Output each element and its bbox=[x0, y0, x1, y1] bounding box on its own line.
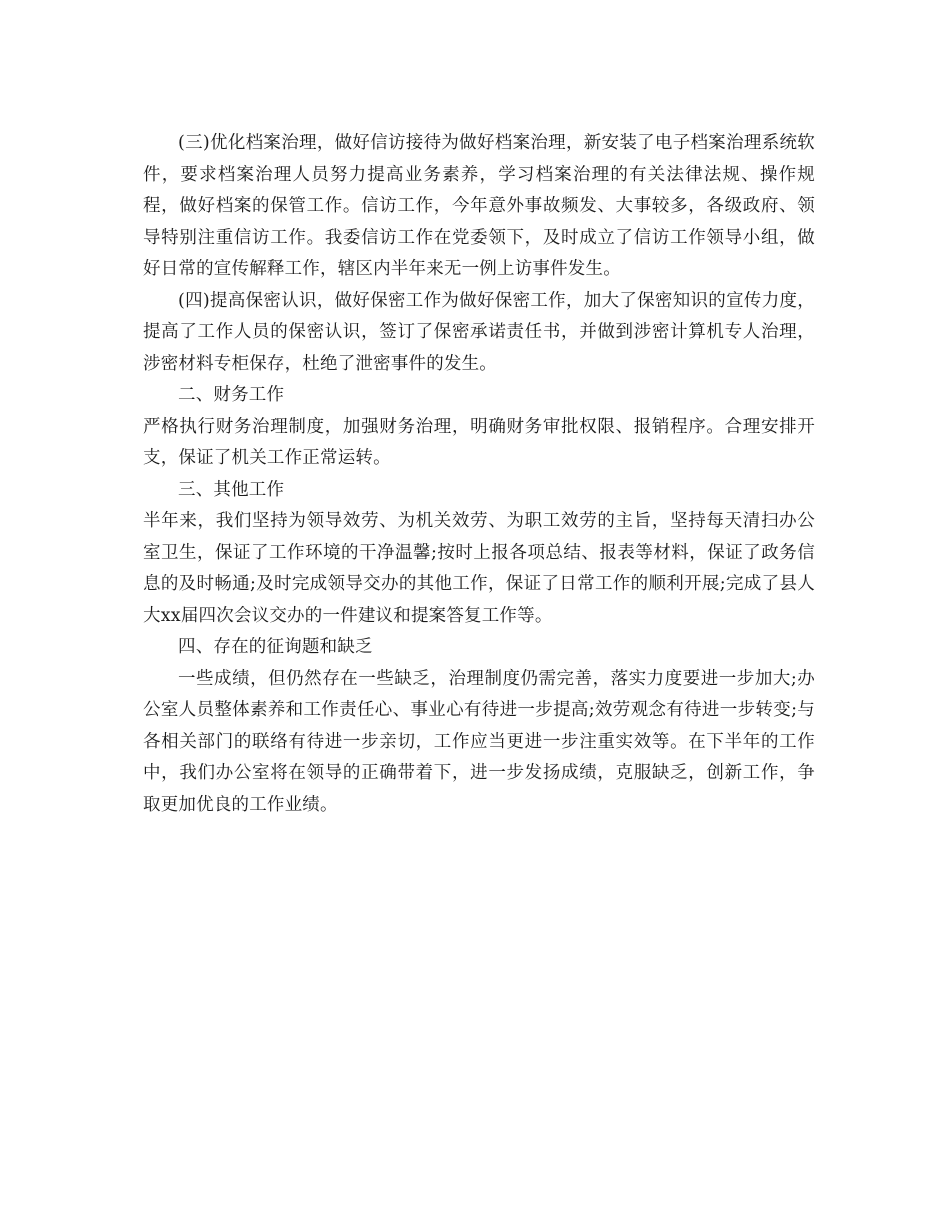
paragraph-archives-petition: (三)优化档案治理，做好信访接待为做好档案治理，新安装了电子档案治理系统软件，要求档案治理人员努力提高业务素养，学习档案治理的有关法律法规、操作规程，做好档案的保管工作。信访工作，今年意外事故频发、大事较多，各级政府、领导特别注重信访工作。我委信访工作在党委领下，及时成立了信访工作领导小组，做好日常的宣传解释工作，辖区内半年来无一例上访事件发生。 bbox=[143, 133, 815, 279]
section-heading-problems: 四、存在的征询题和缺乏 bbox=[178, 637, 373, 657]
paragraph-finance: 严格执行财务治理制度，加强财务治理，明确财务审批权限、报销程序。合理安排开支，保证了机关工作正常运转。 bbox=[143, 416, 815, 468]
paragraph-other-work: 半年来，我们坚持为领导效劳、为机关效劳、为职工效劳的主旨，坚持每天清扫办公室卫生，保证了工作环境的干净温馨;按时上报各项总结、报表等材料，保证了政务信息的及时畅通;及时完成领导交办的其他工作，保证了日常工作的顺利开展;完成了县人大xx届四次会议交办的一件建议和提案答复工作等。 bbox=[143, 511, 815, 626]
section-heading-finance: 二、财务工作 bbox=[178, 385, 285, 405]
paragraph-confidentiality: (四)提高保密认识，做好保密工作为做好保密工作，加大了保密知识的宣传力度，提高了工作人员的保密认识，签订了保密承诺责任书，并做到涉密计算机专人治理，涉密材料专柜保存，杜绝了泄密事件的发生。 bbox=[143, 290, 815, 374]
section-heading-other-work: 三、其他工作 bbox=[178, 479, 285, 500]
document-body bbox=[143, 128, 815, 821]
paragraph-problems: 一些成绩，但仍然存在一些缺乏，治理制度仍需完善，落实力度要进一步加大;办公室人员整体素养和工作责任心、事业心有待进一步提高;效劳观念有待进一步转变;与各相关部门的联络有待进一步亲切，工作应当更进一步注重实效等。在下半年的工作中，我们办公室将在领导的正确带着下，进一步发扬成绩，克服缺乏，创新工作，争取更加优良的工作业绩。 bbox=[143, 668, 815, 815]
